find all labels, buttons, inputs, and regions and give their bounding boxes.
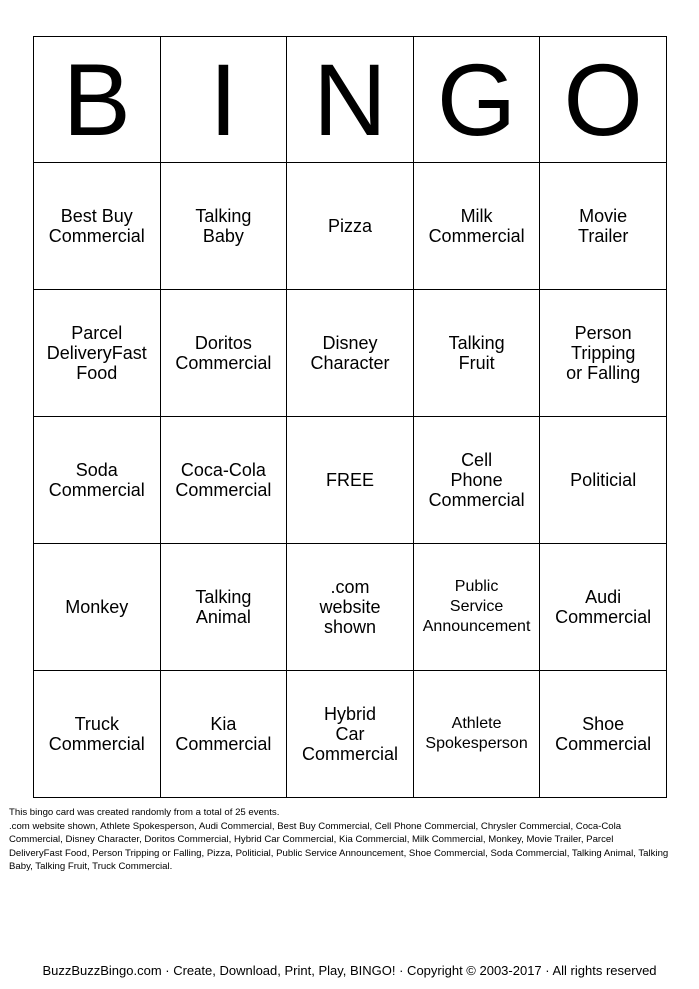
bingo-row <box>34 290 667 417</box>
bingo-cell-text: Milk Commercial <box>428 206 525 246</box>
bingo-cell-text: Pizza <box>327 216 372 236</box>
bingo-cell <box>160 671 287 798</box>
bingo-cell <box>413 163 540 290</box>
bingo-cell-text: Cell Phone Commercial <box>428 450 525 510</box>
bingo-cell <box>160 417 287 544</box>
bingo-row <box>34 163 667 290</box>
bingo-cell <box>160 290 287 417</box>
bingo-cell-text: Politicial <box>570 470 637 490</box>
header-row <box>34 37 667 163</box>
bingo-cell-text: Person Tripping or Falling <box>566 323 641 383</box>
bingo-cell <box>160 544 287 671</box>
bingo-cell <box>540 163 667 290</box>
bingo-cell-text: Best Buy Commercial <box>48 206 145 246</box>
bingo-cell-text: Audi Commercial <box>555 587 652 627</box>
bingo-cell-text: Talking Fruit <box>448 333 505 373</box>
bingo-cell-text: .com website shown <box>319 577 381 637</box>
bingo-cell <box>540 544 667 671</box>
notes-event-list: .com website shown, Athlete Spokesperson, Audi Commercial, Best Buy Commercial, Cell Phone Commercial, Chrysler Commercial, Coca-Cola Commercial, Disney Character, Doritos Commercial, Hybrid Car Commercial, Kia Commercial, Milk Commercial, Monkey, Movie Trailer, Parcel DeliveryFast Food, Person Tripping or Falling, Pizza, Politicial, Public Service Announcement, Shoe Commercial, Soda Commercial, Talking Animal, Talking Baby, Talking Fruit, Truck Commercial. <box>9 820 669 872</box>
bingo-cell <box>34 671 161 798</box>
bingo-row <box>34 544 667 671</box>
bingo-cell-text: Hybrid Car Commercial <box>301 704 398 764</box>
bingo-cell-text: Disney Character <box>310 333 390 373</box>
bingo-cell-text: Talking Baby <box>195 206 252 246</box>
page-footer: BuzzBuzzBingo.com · Create, Download, Print, Play, BINGO! · Copyright © 2003-2017 · All rights reserved <box>42 963 657 978</box>
header-letter-o: O <box>540 37 667 163</box>
card-notes <box>9 806 669 874</box>
header-letter-g: G <box>413 37 540 163</box>
bingo-cell <box>34 544 161 671</box>
bingo-cell <box>34 163 161 290</box>
bingo-cell <box>540 671 667 798</box>
bingo-cell-text: Public Service Announcement <box>422 578 531 635</box>
bingo-row <box>34 417 667 544</box>
header-letter-n: N <box>287 37 414 163</box>
header-letter-i: I <box>160 37 287 163</box>
free-space-cell <box>287 417 414 544</box>
bingo-cell <box>540 417 667 544</box>
bingo-cell <box>413 671 540 798</box>
bingo-cell-text: Monkey <box>65 597 129 617</box>
bingo-cell <box>287 544 414 671</box>
bingo-cell-text: Movie Trailer <box>578 206 629 246</box>
bingo-cell-text: Truck Commercial <box>48 714 145 754</box>
notes-intro: This bingo card was created randomly from a total of 25 events. <box>9 807 280 818</box>
bingo-cell <box>413 417 540 544</box>
bingo-cell-text: Soda Commercial <box>48 460 145 500</box>
bingo-cell-text: Athlete Spokesperson <box>425 715 528 752</box>
bingo-cell-text: Talking Animal <box>195 587 252 627</box>
bingo-cell <box>287 290 414 417</box>
bingo-cell <box>413 544 540 671</box>
bingo-cell <box>34 417 161 544</box>
bingo-card <box>33 36 667 798</box>
bingo-cell <box>540 290 667 417</box>
bingo-cell-text: Parcel DeliveryFast Food <box>46 323 147 383</box>
bingo-cell <box>34 290 161 417</box>
header-letter-b: B <box>34 37 161 163</box>
bingo-cell <box>160 163 287 290</box>
bingo-cell-text: Shoe Commercial <box>555 714 652 754</box>
bingo-cell <box>287 163 414 290</box>
bingo-cell <box>413 290 540 417</box>
bingo-cell-text: Doritos Commercial <box>175 333 272 373</box>
bingo-cell-text: Kia Commercial <box>175 714 272 754</box>
free-space-text: FREE <box>325 470 374 490</box>
bingo-cell-text: Coca-Cola Commercial <box>175 460 272 500</box>
bingo-cell <box>287 671 414 798</box>
bingo-row <box>34 671 667 798</box>
